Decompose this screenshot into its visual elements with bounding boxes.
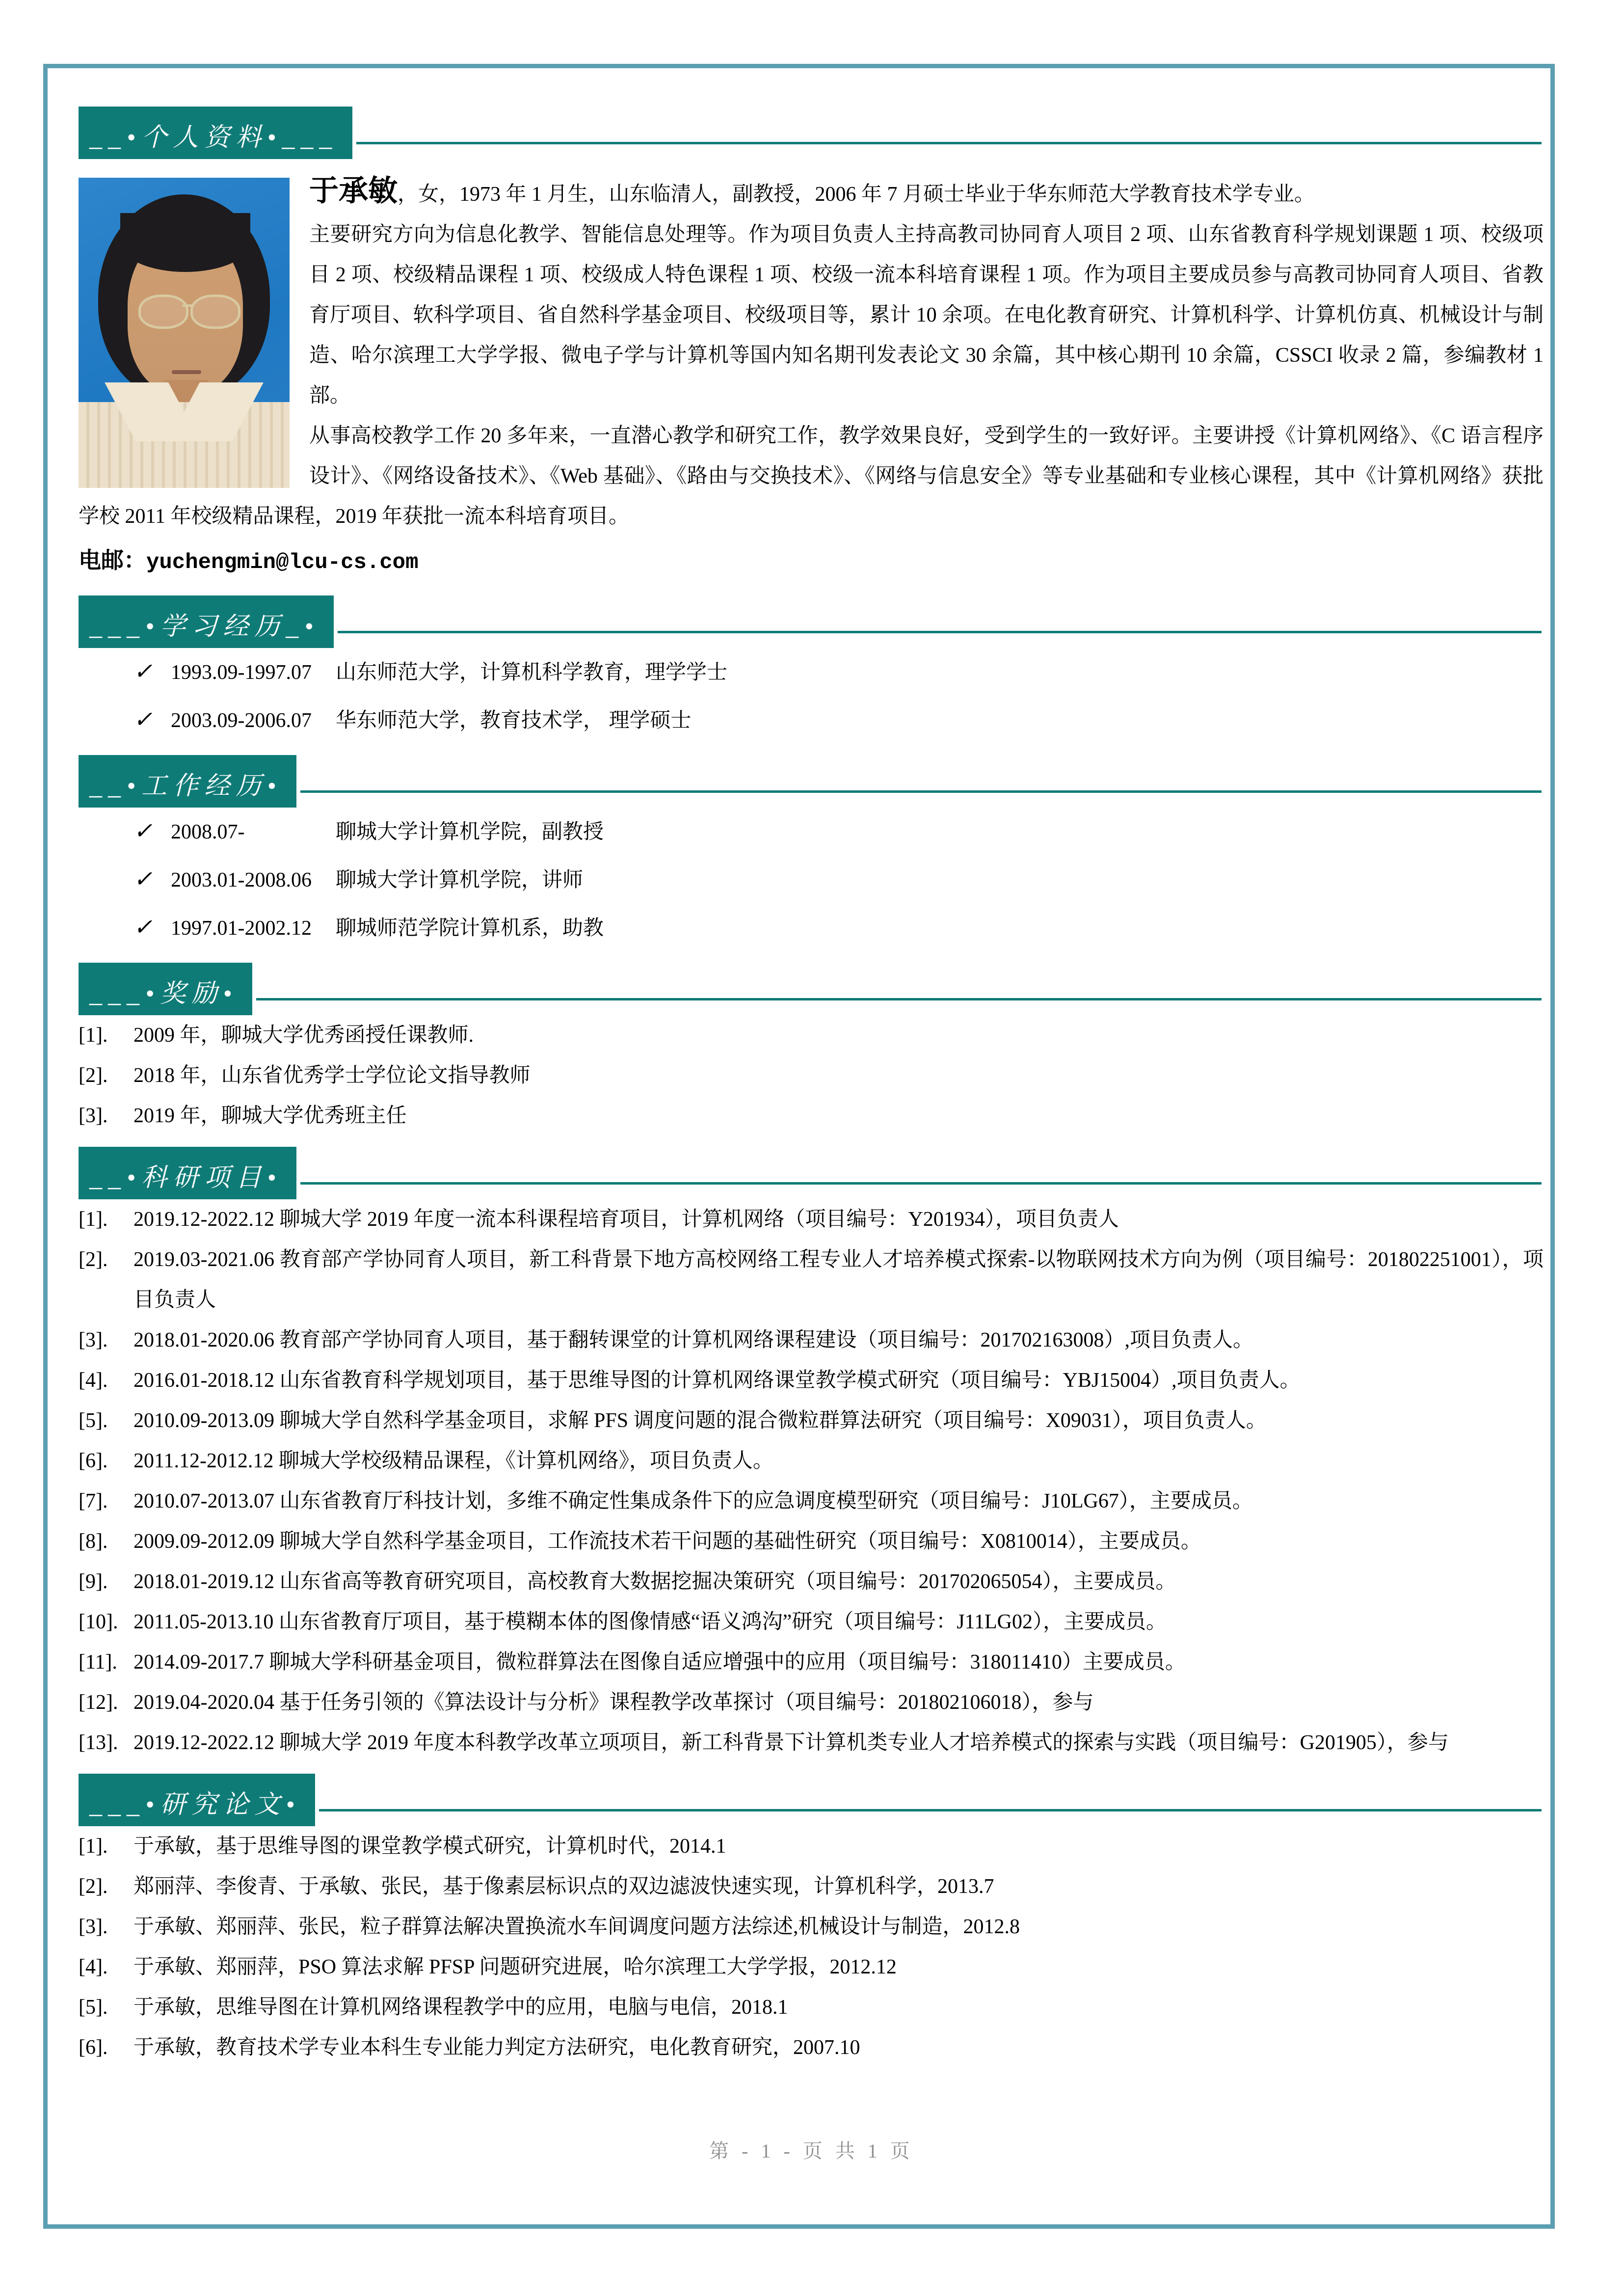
section-rule: [356, 142, 1542, 144]
education-desc: 华东师范大学，教育技术学， 理学硕士: [336, 709, 692, 732]
section-rule: [319, 1809, 1542, 1811]
award-item: [79, 1015, 1543, 1055]
paper-item: [79, 1907, 1543, 1947]
paper-text: 于承敏，思维导图在计算机网络课程教学中的应用，电脑与电信，2018.1: [133, 1996, 788, 2019]
project-number: [3].: [79, 1329, 108, 1351]
work-desc: 聊城师范学院计算机系，助教: [336, 917, 604, 940]
person-name: 于承敏: [309, 175, 398, 207]
education-date: 1993.09-1997.07: [171, 661, 312, 684]
paper-number: [4].: [79, 1956, 108, 1978]
paper-text: 于承敏、郑丽萍，PSO 算法求解 PFSP 问题研究进展，哈尔滨理工大学学报，2012.12: [133, 1956, 897, 1978]
paper-item: [79, 1866, 1543, 1907]
person-summary: ，女，1973 年 1 月生，山东临清人，副教授，2006 年 7 月硕士毕业于华东师范大学教育技术学专业。: [398, 183, 1315, 206]
email-line: [79, 539, 1543, 585]
award-item: [79, 1096, 1543, 1136]
paper-text: 于承敏、郑丽萍、张民，粒子群算法解决置换流水车间调度问题方法综述,机械设计与制造，2012.8: [133, 1916, 1020, 1938]
photo-mouth: [172, 370, 201, 374]
project-text: 2019.12-2022.12 聊城大学 2019 年度一流本科课程培育项目，计算机网络（项目编号：Y201934），项目负责人: [133, 1208, 1119, 1231]
project-text: 2019.03-2021.06 教育部产学协同育人项目，新工科背景下地方高校网络工程专业人才培养模式探索-以物联网技术方向为例（项目编号：201802251001），项目负责人: [133, 1248, 1543, 1311]
work-row: [79, 808, 1543, 856]
project-number: [6].: [79, 1450, 108, 1472]
check-icon: ✓: [133, 915, 153, 940]
project-text: 2018.01-2020.06 教育部产学协同育人项目，基于翻转课堂的计算机网络课程建设（项目编号：201702163008）,项目负责人。: [133, 1329, 1253, 1351]
award-number: [1].: [79, 1024, 108, 1047]
profile-photo: [79, 178, 290, 488]
section-head-awards: [79, 963, 1543, 1015]
paper-number: [6].: [79, 2036, 108, 2059]
papers-list: [79, 1826, 1543, 2068]
section-head-education: [79, 595, 1543, 648]
project-item: [79, 1602, 1543, 1642]
project-number: [9].: [79, 1570, 108, 1593]
intro-paragraph-research: 主要研究方向为信息化教学、智能信息处理等。作为项目负责人主持高教司协同育人项目 2 项、山东省教育科学规划课题 1 项、校级项目 2 项、校级精品课程 1 项、校级成人特色课程 1 项、校级一流本科培育课程 1 项。作为项目主要成员参与高教司协同育人项目、省教育厅项目、软科学项目、省自然科学基金项目、校级项目等，累计 10 余项。在电化教育研究、计算机科学、计算机仿真、机械设计与制造、哈尔滨理工大学学报、微电子学与计算机等国内知名期刊发表论文 30 余篇，其中核心期刊 10 余篇，CSSCI 收录 2 篇，参编教材 1 部。: [309, 223, 1543, 407]
section-head-work: [79, 755, 1543, 808]
glasses-icon: [138, 295, 188, 329]
paper-item: [79, 1826, 1543, 1866]
photo-fringe: [120, 213, 250, 272]
award-number: [2].: [79, 1064, 108, 1087]
check-icon: ✓: [133, 707, 153, 732]
project-number: [2].: [79, 1248, 108, 1271]
project-number: [4].: [79, 1369, 108, 1392]
project-text: 2010.07-2013.07 山东省教育厅科技计划，多维不确定性集成条件下的应急调度模型研究（项目编号：J10LG67），主要成员。: [133, 1490, 1253, 1513]
section-banner-work: __•工作经历•: [79, 755, 296, 808]
project-number: [1].: [79, 1208, 108, 1231]
project-text: 2019.04-2020.04 基于任务引领的《算法设计与分析》课程教学改革探讨（项目编号：201802106018），参与: [133, 1691, 1094, 1714]
section-head-projects: [79, 1147, 1543, 1199]
project-item: [79, 1401, 1543, 1441]
page-number-footer: 第 - 1 - 页 共 1 页: [709, 2140, 914, 2162]
projects-list: [79, 1199, 1543, 1763]
paper-item: [79, 2027, 1543, 2068]
education-desc: 山东师范大学，计算机科学教育，理学学士: [336, 661, 728, 684]
work-desc: 聊城大学计算机学院，副教授: [336, 821, 604, 843]
project-item: [79, 1521, 1543, 1562]
award-text: 2019 年，聊城大学优秀班主任: [133, 1105, 407, 1127]
project-item: [79, 1481, 1543, 1521]
profile-intro: [79, 171, 1543, 585]
project-text: 2010.09-2013.09 聊城大学自然科学基金项目，求解 PFS 调度问题的混合微粒群算法研究（项目编号：X09031），项目负责人。: [133, 1409, 1267, 1432]
project-text: 2019.12-2022.12 聊城大学 2019 年度本科教学改革立项项目，新工科背景下计算机类专业人才培养模式的探索与实践（项目编号：G201905），参与: [133, 1731, 1449, 1754]
check-icon: ✓: [133, 659, 153, 684]
glasses-icon: [190, 295, 240, 329]
section-banner-profile: __•个人资料•___: [79, 107, 352, 159]
section-banner-education: ___•学习经历_•: [79, 595, 334, 648]
project-item: [79, 1320, 1543, 1360]
project-item: [79, 1199, 1543, 1240]
section-rule: [256, 998, 1542, 1000]
paper-text: 于承敏，教育技术学专业本科生专业能力判定方法研究，电化教育研究，2007.10: [133, 2036, 860, 2059]
project-item: [79, 1240, 1543, 1320]
work-list: [79, 808, 1543, 952]
project-number: [11].: [79, 1651, 117, 1674]
intro-paragraph-teaching: 从事高校教学工作 20 多年来，一直潜心教学和研究工作，教学效果良好，受到学生的一致好评。主要讲授《计算机网络》、《C 语言程序设计》、《网络设备技术》、《Web 基础》、《路由与交换技术》、《网络与信息安全》等专业基础和专业核心课程，其中《计算机网络》获批学校 2011 年校级精品课程，2019 年获批一流本科培育项目。: [79, 425, 1543, 528]
project-item: [79, 1441, 1543, 1481]
project-text: 2016.01-2018.12 山东省教育科学规划项目，基于思维导图的计算机网络课堂教学模式研究（项目编号：YBJ15004）,项目负责人。: [133, 1369, 1301, 1392]
section-head-papers: [79, 1774, 1543, 1826]
paper-number: [2].: [79, 1875, 108, 1898]
project-number: [10].: [79, 1611, 118, 1633]
paper-item: [79, 1987, 1543, 2027]
paper-text: 郑丽萍、李俊青、于承敏、张民，基于像素层标识点的双边滤波快速实现，计算机科学，2013.7: [133, 1875, 994, 1898]
project-text: 2018.01-2019.12 山东省高等教育研究项目，高校教育大数据挖掘决策研究（项目编号：201702065054），主要成员。: [133, 1570, 1176, 1593]
work-date: 1997.01-2002.12: [171, 917, 312, 940]
project-item: [79, 1642, 1543, 1682]
check-icon: ✓: [133, 866, 153, 891]
work-row: [79, 904, 1543, 952]
work-date: 2008.07-: [171, 821, 245, 843]
award-text: 2009 年，聊城大学优秀函授任课教师.: [133, 1024, 474, 1047]
education-row: [79, 696, 1543, 744]
section-rule: [300, 1182, 1542, 1185]
check-icon: ✓: [133, 818, 153, 843]
paper-number: [5].: [79, 1996, 108, 2019]
section-rule: [300, 790, 1542, 793]
education-list: [79, 648, 1543, 744]
email-label: 电邮：: [79, 548, 146, 573]
education-row: [79, 648, 1543, 696]
project-text: 2014.09-2017.7 聊城大学科研基金项目，微粒群算法在图像自适应增强中的应用（项目编号：318011410）主要成员。: [133, 1651, 1186, 1674]
project-number: [13].: [79, 1731, 118, 1754]
project-text: 2009.09-2012.09 聊城大学自然科学基金项目，工作流技术若干问题的基础性研究（项目编号：X0810014），主要成员。: [133, 1530, 1201, 1553]
glasses-bridge: [183, 304, 192, 307]
award-text: 2018 年，山东省优秀学士学位论文指导教师: [133, 1064, 531, 1087]
intro-paragraph-1: [79, 171, 1543, 215]
section-banner-projects: __•科研项目•: [79, 1147, 296, 1199]
project-number: [8].: [79, 1530, 108, 1553]
awards-list: [79, 1015, 1543, 1136]
section-banner-papers: ___•研究论文•: [79, 1774, 315, 1826]
section-head-profile: [79, 107, 1543, 159]
section-rule: [338, 631, 1542, 633]
project-item: [79, 1682, 1543, 1723]
project-text: 2011.12-2012.12 聊城大学校级精品课程，《计算机网络》，项目负责人。: [133, 1450, 773, 1472]
project-text: 2011.05-2013.10 山东省教育厅项目，基于模糊本体的图像情感“语义鸿沟”研究（项目编号：J11LG02），主要成员。: [133, 1611, 1167, 1633]
section-banner-awards: ___•奖励•: [79, 963, 252, 1015]
paper-text: 于承敏，基于思维导图的课堂教学模式研究，计算机时代，2014.1: [133, 1835, 726, 1858]
email-value: yuchengmin@lcu-cs.com: [146, 550, 419, 575]
project-item: [79, 1360, 1543, 1401]
project-number: [12].: [79, 1691, 118, 1714]
page-content: [79, 96, 1543, 2068]
project-number: [5].: [79, 1409, 108, 1432]
award-item: [79, 1055, 1543, 1096]
paper-number: [1].: [79, 1835, 108, 1858]
work-desc: 聊城大学计算机学院，讲师: [336, 869, 584, 891]
award-number: [3].: [79, 1105, 108, 1127]
work-date: 2003.01-2008.06: [171, 869, 312, 891]
work-row: [79, 856, 1543, 904]
project-item: [79, 1723, 1543, 1763]
project-item: [79, 1562, 1543, 1602]
project-number: [7].: [79, 1490, 108, 1513]
paper-number: [3].: [79, 1916, 108, 1938]
paper-item: [79, 1947, 1543, 1987]
education-date: 2003.09-2006.07: [171, 709, 312, 732]
